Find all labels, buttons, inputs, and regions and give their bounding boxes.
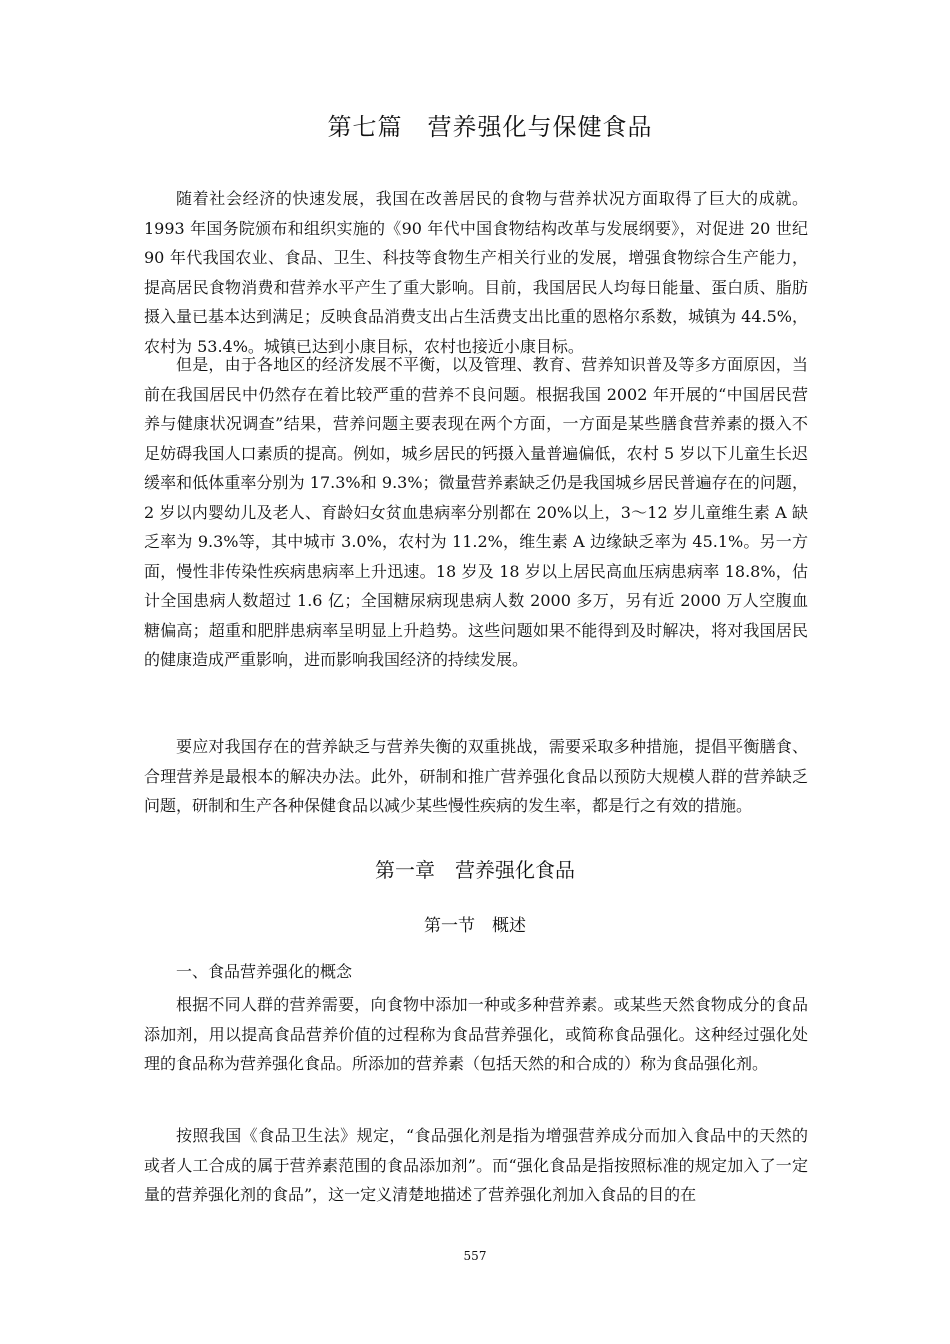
page-number: 557	[463, 1249, 487, 1263]
intro-paragraph-2: 但是，由于各地区的经济发展不平衡，以及管理、教育、营养知识普及等多方面原因，当前在我国居民中仍然存在着比较严重的营养不良问题。根据我国 2002 年开展的“中国居民营养与健康状况调查”结果，营养问题主要表现在两个方面，一方面是某些膳食营养素的摄入不足妨碍我国人口素质的提高。例如，城乡居民的钙摄入量普遍偏低，农村 5 岁以下儿童生长迟缓率和低体重率分别为 17.3%和 9.3%；微量营养素缺乏仍是我国城乡居民普遍存在的问题，2 岁以内婴幼儿及老人、育龄妇女贫血患病率分别都在 20%以上，3～12 岁儿童维生素 A 缺乏率为 9.3%等，其中城市 3.0%，农村为 11.2%，维生素 A 边缘缺乏率为 45.1%。另一方面，慢性非传染性疾病患病率上升迅速。18 岁及 18 岁以上居民高血压病患病率 18.8%，估计全国患病人数超过 1.6 亿；全国糖尿病现患病人数 2000 多万，另有近 2000 万人空腹血糖偏高；超重和肥胖患病率呈明显上升趋势。这些问题如果不能得到及时解决，将对我国居民的健康造成严重影响，进而影响我国经济的持续发展。	[144, 355, 808, 669]
section-title: 第一节 概述	[424, 916, 526, 936]
intro-paragraph-3: 要应对我国存在的营养缺乏与营养失衡的双重挑战，需要采取多种措施，提倡平衡膳食、合理营养是最根本的解决办法。此外，研制和推广营养强化食品以预防大规模人群的营养缺乏问题，研制和生产各种保健食品以减少某些慢性疾病的发生率，都是行之有效的措施。	[144, 737, 808, 815]
part-title: 第七篇 营养强化与保健食品	[327, 113, 653, 141]
chapter-title: 第一章 营养强化食品	[375, 858, 575, 882]
subheading: 一、食品营养强化的概念	[176, 962, 353, 981]
section-paragraph-2: 按照我国《食品卫生法》规定，“食品强化剂是指为增强营养成分而加入食品中的天然的或者人工合成的属于营养素范围的食品添加剂”。而“强化食品是指按照标准的规定加入了一定量的营养强化剂的食品”，这一定义清楚地描述了营养强化剂加入食品的目的在	[144, 1126, 808, 1204]
intro-paragraph-1: 随着社会经济的快速发展，我国在改善居民的食物与营养状况方面取得了巨大的成就。1993 年国务院颁布和组织实施的《90 年代中国食物结构改革与发展纲要》，对促进 20 世纪 90 年代我国农业、食品、卫生、科技等食物生产相关行业的发展，增强食物综合生产能力，提高居民食物消费和营养水平产生了重大影响。目前，我国居民人均每日能量、蛋白质、脂肪摄入量已基本达到满足；反映食品消费支出占生活费支出比重的恩格尔系数，城镇为 44.5%，农村为 53.4%。城镇已达到小康目标，农村也接近小康目标。	[144, 189, 808, 356]
section-paragraph-1: 根据不同人群的营养需要，向食物中添加一种或多种营养素。或某些天然食物成分的食品添加剂，用以提高食品营养价值的过程称为食品营养强化，或简称食品强化。这种经过强化处理的食品称为营养强化食品。所添加的营养素（包括天然的和合成的）称为食品强化剂。	[144, 995, 808, 1073]
